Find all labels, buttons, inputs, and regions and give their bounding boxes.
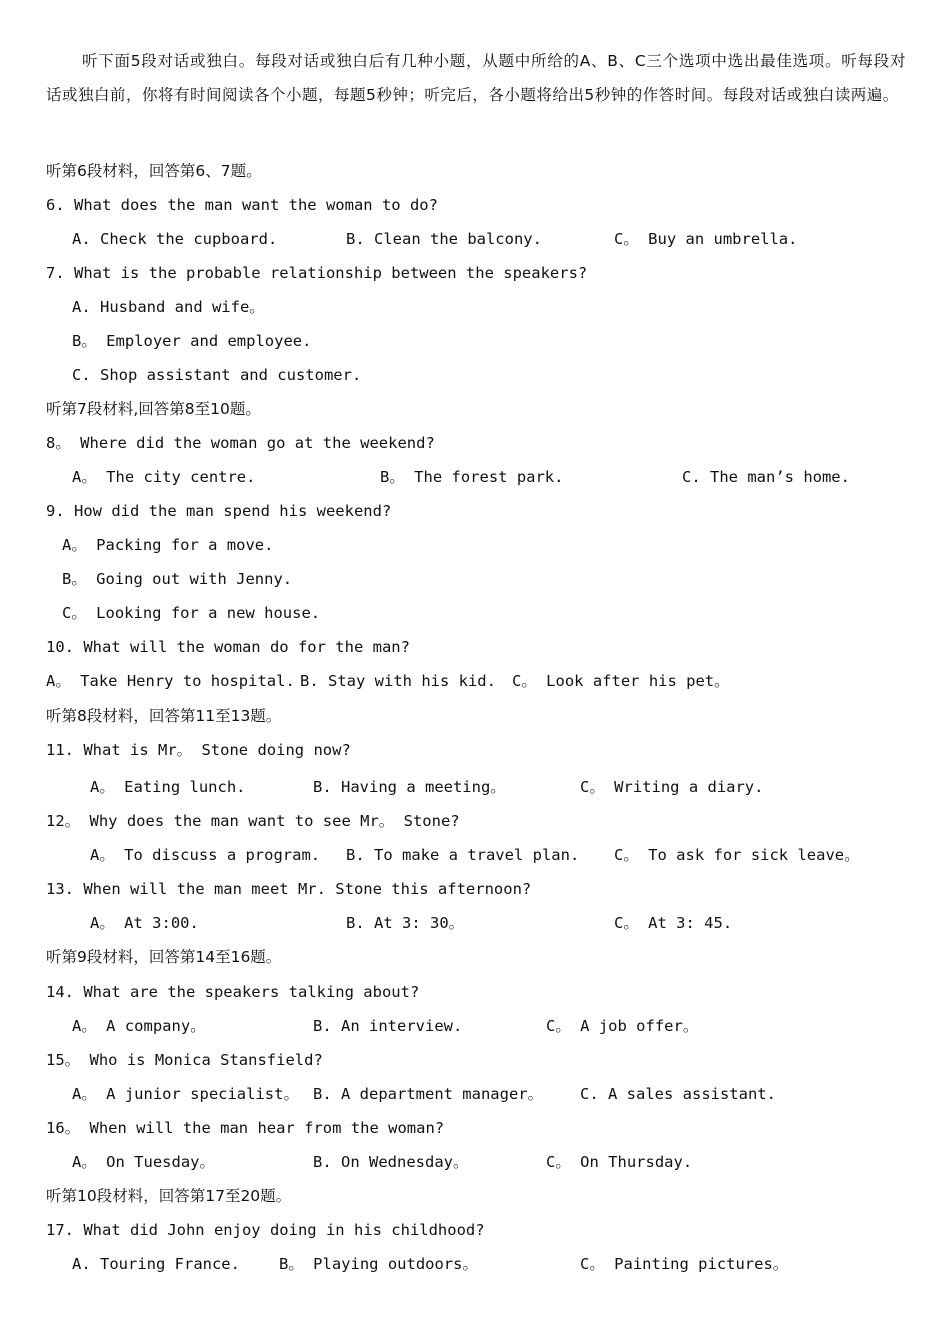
section-heading-7: 听第7段材料,回答第8至10题。	[46, 400, 261, 418]
question-12-option-c: C。 To ask for sick leave。	[614, 846, 860, 864]
question-9-option-a: A。 Packing for a move.	[62, 536, 274, 554]
question-10-option-c: C。 Look after his pet。	[512, 672, 730, 690]
question-10-option-b: B. Stay with his kid.	[300, 672, 496, 690]
question-8-option-a: A。 The city centre.	[72, 468, 256, 486]
section-heading-10: 听第10段材料，回答第17至20题。	[46, 1187, 292, 1205]
question-7-option-c: C. Shop assistant and customer.	[72, 366, 362, 384]
question-9-option-c: C。 Looking for a new house.	[62, 604, 321, 622]
question-14-option-b: B. An interview.	[313, 1017, 463, 1035]
question-12-option-a: A。 To discuss a program.	[90, 846, 321, 864]
question-7-option-a: A. Husband and wife。	[72, 298, 265, 316]
question-10-stem: 10. What will the woman do for the man?	[46, 638, 410, 656]
question-7-option-b: B。 Employer and employee.	[72, 332, 312, 350]
question-6-option-c: C。 Buy an umbrella.	[614, 230, 798, 248]
question-6-option-a: A. Check the cupboard.	[72, 230, 278, 248]
question-11-option-a: A。 Eating lunch.	[90, 778, 246, 796]
question-11-option-c: C。 Writing a diary.	[580, 778, 764, 796]
question-6-option-b: B. Clean the balcony.	[346, 230, 542, 248]
question-16-option-a: A。 On Tuesday。	[72, 1153, 215, 1171]
section-heading-9: 听第9段材料，回答第14至16题。	[46, 948, 282, 966]
question-15-option-b: B. A department manager。	[313, 1085, 544, 1103]
question-14-stem: 14. What are the speakers talking about?	[46, 983, 420, 1001]
question-16-stem: 16。 When will the man hear from the woman?	[46, 1119, 445, 1137]
question-16-option-b: B. On Wednesday。	[313, 1153, 469, 1171]
question-11-stem: 11. What is Mr。 Stone doing now?	[46, 741, 351, 759]
question-17-option-c: C。 Painting pictures。	[580, 1255, 789, 1273]
question-8-stem: 8。 Where did the woman go at the weekend?	[46, 434, 435, 452]
question-8-option-c: C. The man’s home.	[682, 468, 850, 486]
question-8-option-b: B。 The forest park.	[380, 468, 564, 486]
question-17-option-a: A. Touring France.	[72, 1255, 240, 1273]
question-13-option-c: C。 At 3: 45.	[614, 914, 733, 932]
question-7-stem: 7. What is the probable relationship between the speakers?	[46, 264, 588, 282]
question-13-option-a: A。 At 3:00.	[90, 914, 199, 932]
question-13-option-b: B. At 3: 30。	[346, 914, 465, 932]
section-heading-8: 听第8段材料，回答第11至13题。	[46, 707, 282, 725]
question-15-option-a: A。 A junior specialist。	[72, 1085, 299, 1103]
question-11-option-b: B. Having a meeting。	[313, 778, 506, 796]
question-13-stem: 13. When will the man meet Mr. Stone this afternoon?	[46, 880, 532, 898]
section-heading-6: 听第6段材料，回答第6、7题。	[46, 162, 262, 180]
question-14-option-c: C。 A job offer。	[546, 1017, 699, 1035]
question-17-option-b: B。 Playing outdoors。	[279, 1255, 478, 1273]
question-12-stem: 12。 Why does the man want to see Mr。 Stone?	[46, 812, 460, 830]
question-17-stem: 17. What did John enjoy doing in his childhood?	[46, 1221, 485, 1239]
question-6-stem: 6. What does the man want the woman to do?	[46, 196, 438, 214]
instructions-paragraph: 听下面5段对话或独白。每段对话或独白后有几种小题，从题中所给的A、B、C三个选项中选出最佳选项。听每段对话或独白前，你将有时间阅读各个小题，每题5秒钟；听完后，各小题将给出5秒钟的作答时间。每段对话或独白读两遍。	[46, 52, 906, 104]
question-9-stem: 9. How did the man spend his weekend?	[46, 502, 392, 520]
question-16-option-c: C。 On Thursday.	[546, 1153, 693, 1171]
question-15-stem: 15。 Who is Monica Stansfield?	[46, 1051, 323, 1069]
question-12-option-b: B. To make a travel plan.	[346, 846, 580, 864]
question-14-option-a: A。 A company。	[72, 1017, 206, 1035]
question-15-option-c: C. A sales assistant.	[580, 1085, 776, 1103]
question-9-option-b: B。 Going out with Jenny.	[62, 570, 293, 588]
question-10-option-a: A。 Take Henry to hospital.	[46, 672, 295, 690]
